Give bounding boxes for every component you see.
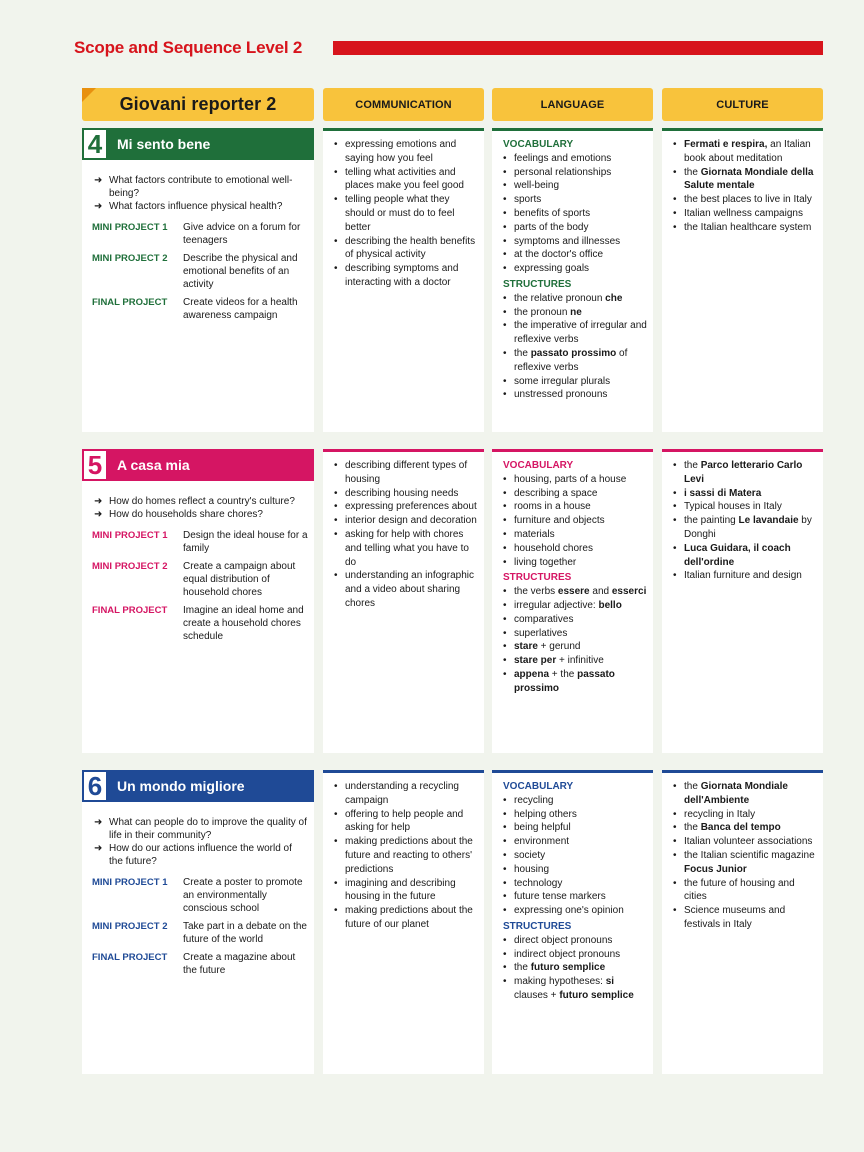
color-rule — [492, 770, 653, 773]
text-segment: Banca del tempo — [700, 822, 781, 834]
vocabulary-item: • helping others — [503, 808, 649, 822]
vocabulary-heading: VOCABULARY — [503, 460, 574, 471]
color-rule — [323, 449, 484, 452]
culture-item — [673, 780, 819, 808]
unit-title: A casa mia — [108, 449, 314, 481]
communication-item: • describing housing needs — [334, 487, 480, 501]
structure-item — [503, 319, 649, 347]
culture-item — [673, 904, 819, 932]
vocabulary-item: • expressing one's opinion — [503, 904, 649, 918]
question-item — [92, 816, 308, 842]
project-label: MINI PROJECT 2 — [92, 921, 168, 932]
culture-item — [673, 193, 819, 207]
vocabulary-item: • environment — [503, 835, 649, 849]
project-item — [92, 296, 308, 322]
text-segment: the — [684, 781, 701, 792]
structure-item — [503, 948, 649, 962]
unit-number: 6 — [82, 770, 108, 802]
communication-item: • describing the health benefits of physical activity — [334, 235, 480, 263]
project-label: FINAL PROJECT — [92, 605, 168, 616]
vocabulary-list — [503, 473, 649, 570]
text-segment: Luca Guidara, il coach dell'ordine — [684, 542, 791, 568]
project-text: Create a poster to promote an environmentally conscious school — [183, 877, 303, 914]
text-segment: Giornata Mondiale dell'Ambiente — [684, 781, 788, 806]
communication-item: • understanding an infographic and a video about sharing chores — [334, 569, 480, 610]
project-label: MINI PROJECT 1 — [92, 222, 168, 233]
structures-heading: STRUCTURES — [503, 278, 572, 290]
color-rule — [492, 128, 653, 131]
text-segment: ne — [570, 306, 582, 318]
communication-body — [334, 780, 480, 932]
text-segment: Italian volunteer associations — [684, 836, 813, 848]
structure-item — [503, 585, 649, 599]
culture-item — [673, 849, 819, 877]
text-segment: the Italian healthcare system — [684, 221, 812, 233]
text-segment: the — [684, 460, 701, 471]
vocabulary-list — [503, 152, 649, 276]
communication-item: • telling what activities and places make you feel good — [334, 166, 480, 194]
unit-header — [82, 770, 314, 802]
communication-list — [334, 459, 480, 611]
text-segment: clauses + — [514, 989, 560, 1001]
language-card-6 — [492, 770, 653, 1074]
header-communication — [323, 88, 484, 121]
culture-card-5 — [662, 449, 823, 753]
vocabulary-item: • feelings and emotions — [503, 152, 649, 166]
communication-list — [334, 780, 480, 932]
arrow-icon: ➜ — [94, 496, 103, 507]
question-list — [92, 816, 308, 868]
text-segment: i sassi di Matera — [684, 487, 762, 499]
project-label: MINI PROJECT 1 — [92, 877, 168, 888]
structure-item — [503, 613, 649, 627]
unit-body — [92, 816, 308, 982]
vocabulary-heading: VOCABULARY — [503, 139, 574, 150]
text-segment: futuro semplice — [530, 962, 606, 974]
text-segment: superlatives — [514, 627, 568, 639]
structure-item — [503, 654, 649, 668]
text-segment: the future of housing and cities — [684, 877, 795, 903]
culture-item — [673, 207, 819, 221]
unit-number: 4 — [82, 128, 108, 160]
header-main-label: Giovani reporter 2 — [119, 94, 277, 114]
culture-body — [673, 459, 819, 583]
arrow-icon: ➜ — [94, 509, 103, 520]
culture-card-6 — [662, 770, 823, 1074]
structure-item — [503, 599, 649, 613]
question-text: What factors influence physical health? — [109, 201, 283, 212]
language-body — [503, 780, 649, 1003]
vocabulary-item: • expressing goals — [503, 262, 649, 276]
text-segment: Parco letterario Carlo Levi — [684, 460, 803, 485]
unit-card-5 — [82, 449, 314, 753]
text-segment: an Italian book about meditation — [684, 139, 811, 164]
vocabulary-item: • rooms in a house — [503, 500, 649, 514]
vocabulary-item: • benefits of sports — [503, 207, 649, 221]
project-item — [92, 951, 308, 977]
header-communication-label: COMMUNICATION — [355, 98, 452, 111]
question-item — [92, 842, 308, 868]
project-item — [92, 920, 308, 946]
communication-body — [334, 459, 480, 611]
title-bar — [333, 41, 823, 55]
text-segment: passato prossimo — [530, 347, 617, 359]
question-text: How do homes reflect a country's culture? — [109, 496, 295, 507]
text-segment: the painting — [684, 515, 739, 527]
header-culture-label: CULTURE — [716, 98, 769, 111]
vocabulary-item: • future tense markers — [503, 890, 649, 904]
project-text: Create a campaign about equal distribution of household chores — [183, 561, 296, 598]
text-segment: the Italian scientific magazine — [684, 849, 815, 861]
text-segment: comparatives — [514, 613, 574, 625]
project-item — [92, 560, 308, 599]
text-segment: the pronoun — [514, 306, 571, 318]
unit-body — [92, 495, 308, 648]
project-label: MINI PROJECT 2 — [92, 561, 168, 572]
vocabulary-item: • housing, parts of a house — [503, 473, 649, 487]
text-segment: unstressed pronouns — [514, 389, 608, 401]
project-label: FINAL PROJECT — [92, 297, 168, 308]
text-segment: Focus Junior — [684, 863, 747, 875]
project-text: Create a magazine about the future — [183, 952, 296, 976]
arrow-icon: ➜ — [94, 175, 103, 186]
project-text: Take part in a debate on the future of the world — [183, 921, 307, 945]
color-rule — [323, 770, 484, 773]
culture-list — [673, 459, 819, 583]
text-segment: si — [605, 976, 615, 988]
text-segment: + infinitive — [556, 655, 604, 667]
language-body — [503, 459, 649, 696]
text-segment: the verbs — [514, 586, 558, 598]
structure-item — [503, 627, 649, 641]
color-rule — [662, 770, 823, 773]
project-label: FINAL PROJECT — [92, 952, 168, 963]
color-rule — [662, 449, 823, 452]
vocabulary-heading: VOCABULARY — [503, 781, 574, 792]
language-card-5 — [492, 449, 653, 753]
project-item — [92, 876, 308, 915]
unit-header — [82, 128, 314, 160]
text-segment: Giornata Mondiale della Salute mentale — [684, 166, 814, 192]
communication-item: • making predictions about the future of our planet — [334, 904, 480, 932]
communication-item: • imagining and describing housing in the future — [334, 877, 480, 905]
unit-body — [92, 174, 308, 327]
culture-item — [673, 138, 819, 166]
question-item — [92, 200, 308, 213]
vocabulary-item: • living together — [503, 556, 649, 570]
text-segment: appena — [514, 668, 550, 680]
structure-item — [503, 375, 649, 389]
question-text: How do households share chores? — [109, 509, 263, 520]
text-segment: Le lavandaie — [738, 515, 799, 527]
color-rule — [492, 449, 653, 452]
project-text: Design the ideal house for a family — [183, 530, 308, 554]
structure-item — [503, 388, 649, 402]
text-segment: essere — [557, 586, 590, 598]
communication-item: • offering to help people and asking for help — [334, 808, 480, 836]
communication-item: • describing different types of housing — [334, 459, 480, 487]
project-item — [92, 529, 308, 555]
text-segment: Science museums and festivals in Italy — [684, 905, 786, 930]
text-segment: che — [605, 292, 623, 304]
question-item — [92, 495, 308, 508]
text-segment: by Donghi — [684, 515, 812, 540]
structure-item — [503, 306, 649, 320]
text-segment: some irregular plurals — [514, 375, 611, 387]
vocabulary-item: • housing — [503, 863, 649, 877]
text-segment: the relative pronoun — [514, 292, 606, 304]
color-rule — [662, 128, 823, 131]
culture-item — [673, 221, 819, 235]
question-text: What factors contribute to emotional well-being? — [109, 175, 293, 199]
arrow-icon: ➜ — [94, 843, 103, 854]
project-text: Describe the physical and emotional benefits of an activity — [183, 253, 298, 290]
communication-item: • making predictions about the future and reacting to others' predictions — [334, 835, 480, 876]
project-text: Create videos for a health awareness campaign — [183, 297, 298, 321]
text-segment: direct object pronouns — [514, 934, 613, 946]
text-segment: Italian furniture and design — [684, 570, 802, 582]
structure-item — [503, 640, 649, 654]
communication-item: • describing symptoms and interacting with a doctor — [334, 262, 480, 290]
culture-item — [673, 542, 819, 570]
culture-card-4 — [662, 128, 823, 432]
header-main — [82, 88, 314, 121]
text-segment: irregular adjective: — [514, 599, 599, 611]
project-label: MINI PROJECT 1 — [92, 530, 168, 541]
project-item — [92, 221, 308, 247]
vocabulary-item: • being helpful — [503, 821, 649, 835]
text-segment: indirect object pronouns — [514, 948, 621, 960]
culture-item — [673, 500, 819, 514]
text-segment: the — [684, 166, 701, 178]
color-rule — [323, 128, 484, 131]
unit-header — [82, 449, 314, 481]
communication-item: • interior design and decoration — [334, 514, 480, 528]
vocabulary-item: • materials — [503, 528, 649, 542]
arrow-icon: ➜ — [94, 817, 103, 828]
culture-item — [673, 487, 819, 501]
header-culture — [662, 88, 823, 121]
text-segment: bello — [598, 599, 622, 611]
question-item — [92, 174, 308, 200]
text-segment: and — [589, 586, 612, 598]
communication-card-5 — [323, 449, 484, 753]
text-segment: + the — [549, 668, 578, 680]
culture-body — [673, 780, 819, 932]
text-segment: stare — [514, 641, 538, 653]
project-label: MINI PROJECT 2 — [92, 253, 168, 264]
culture-body — [673, 138, 819, 235]
project-item — [92, 604, 308, 643]
communication-item: • expressing emotions and saying how you feel — [334, 138, 480, 166]
culture-item — [673, 877, 819, 905]
structure-item — [503, 347, 649, 375]
vocabulary-item: • sports — [503, 193, 649, 207]
project-text: Give advice on a forum for teenagers — [183, 222, 301, 246]
culture-list — [673, 780, 819, 932]
structures-heading: STRUCTURES — [503, 572, 572, 584]
unit-title: Mi sento bene — [108, 128, 314, 160]
text-segment: stare per — [514, 655, 557, 667]
vocabulary-item: • recycling — [503, 794, 649, 808]
culture-item — [673, 808, 819, 822]
page-title: Scope and Sequence Level 2 — [74, 38, 303, 57]
structures-list — [503, 292, 649, 402]
language-body — [503, 138, 649, 402]
text-segment: making hypotheses: — [514, 976, 606, 988]
communication-body — [334, 138, 480, 290]
text-segment: Fermati e respira, — [684, 139, 768, 150]
text-segment: esserci — [611, 586, 647, 598]
unit-number: 5 — [82, 449, 108, 481]
culture-list — [673, 138, 819, 235]
vocabulary-item: • furniture and objects — [503, 514, 649, 528]
unit-card-4 — [82, 128, 314, 432]
question-text: What can people do to improve the quality of life in their community? — [109, 817, 307, 841]
text-segment: the — [514, 347, 531, 359]
culture-item — [673, 514, 819, 542]
vocabulary-item: • well-being — [503, 179, 649, 193]
text-segment: the best places to live in Italy — [684, 194, 812, 206]
question-item — [92, 508, 308, 521]
vocabulary-item: • society — [503, 849, 649, 863]
text-segment: the — [514, 962, 531, 974]
vocabulary-list — [503, 794, 649, 918]
arrow-icon: ➜ — [94, 201, 103, 212]
question-text: How do our actions influence the world of the future? — [109, 843, 292, 867]
vocabulary-item: • symptoms and illnesses — [503, 235, 649, 249]
question-list — [92, 174, 308, 213]
structure-item — [503, 292, 649, 306]
unit-card-6 — [82, 770, 314, 1074]
text-segment: of reflexive verbs — [514, 347, 628, 373]
vocabulary-item: • parts of the body — [503, 221, 649, 235]
communication-card-6 — [323, 770, 484, 1074]
header-language-label: LANGUAGE — [540, 98, 605, 111]
vocabulary-item: • household chores — [503, 542, 649, 556]
structure-item — [503, 975, 649, 1003]
communication-card-4 — [323, 128, 484, 432]
structure-item — [503, 961, 649, 975]
project-text: Imagine an ideal home and create a household chores schedule — [183, 605, 304, 642]
language-card-4 — [492, 128, 653, 432]
text-segment: passato prossimo — [514, 668, 615, 694]
culture-item — [673, 821, 819, 835]
structures-list — [503, 585, 649, 695]
culture-item — [673, 166, 819, 194]
structure-item — [503, 934, 649, 948]
culture-item — [673, 835, 819, 849]
communication-item: • asking for help with chores and telling what you have to do — [334, 528, 480, 569]
header-language — [492, 88, 653, 121]
text-segment: the — [684, 822, 701, 834]
communication-item: • expressing preferences about — [334, 500, 480, 514]
text-segment: the imperative of irregular and reflexive verbs — [514, 320, 647, 346]
culture-item — [673, 569, 819, 583]
vocabulary-item: • technology — [503, 877, 649, 891]
unit-title: Un mondo migliore — [108, 770, 314, 802]
text-segment: Italian wellness campaigns — [684, 207, 803, 219]
vocabulary-item: • at the doctor's office — [503, 248, 649, 262]
text-segment: futuro semplice — [559, 989, 634, 1001]
communication-item: • understanding a recycling campaign — [334, 780, 480, 808]
text-segment: Typical houses in Italy — [684, 501, 782, 513]
text-segment: + gerund — [537, 641, 581, 653]
header-corner — [82, 88, 96, 102]
question-list — [92, 495, 308, 521]
structures-list — [503, 934, 649, 1003]
vocabulary-item: • describing a space — [503, 487, 649, 501]
culture-item — [673, 459, 819, 487]
structure-item — [503, 668, 649, 696]
communication-list — [334, 138, 480, 290]
text-segment: recycling in Italy — [684, 808, 756, 820]
communication-item: • telling people what they should or must do to feel better — [334, 193, 480, 234]
vocabulary-item: • personal relationships — [503, 166, 649, 180]
project-item — [92, 252, 308, 291]
structures-heading: STRUCTURES — [503, 920, 572, 932]
